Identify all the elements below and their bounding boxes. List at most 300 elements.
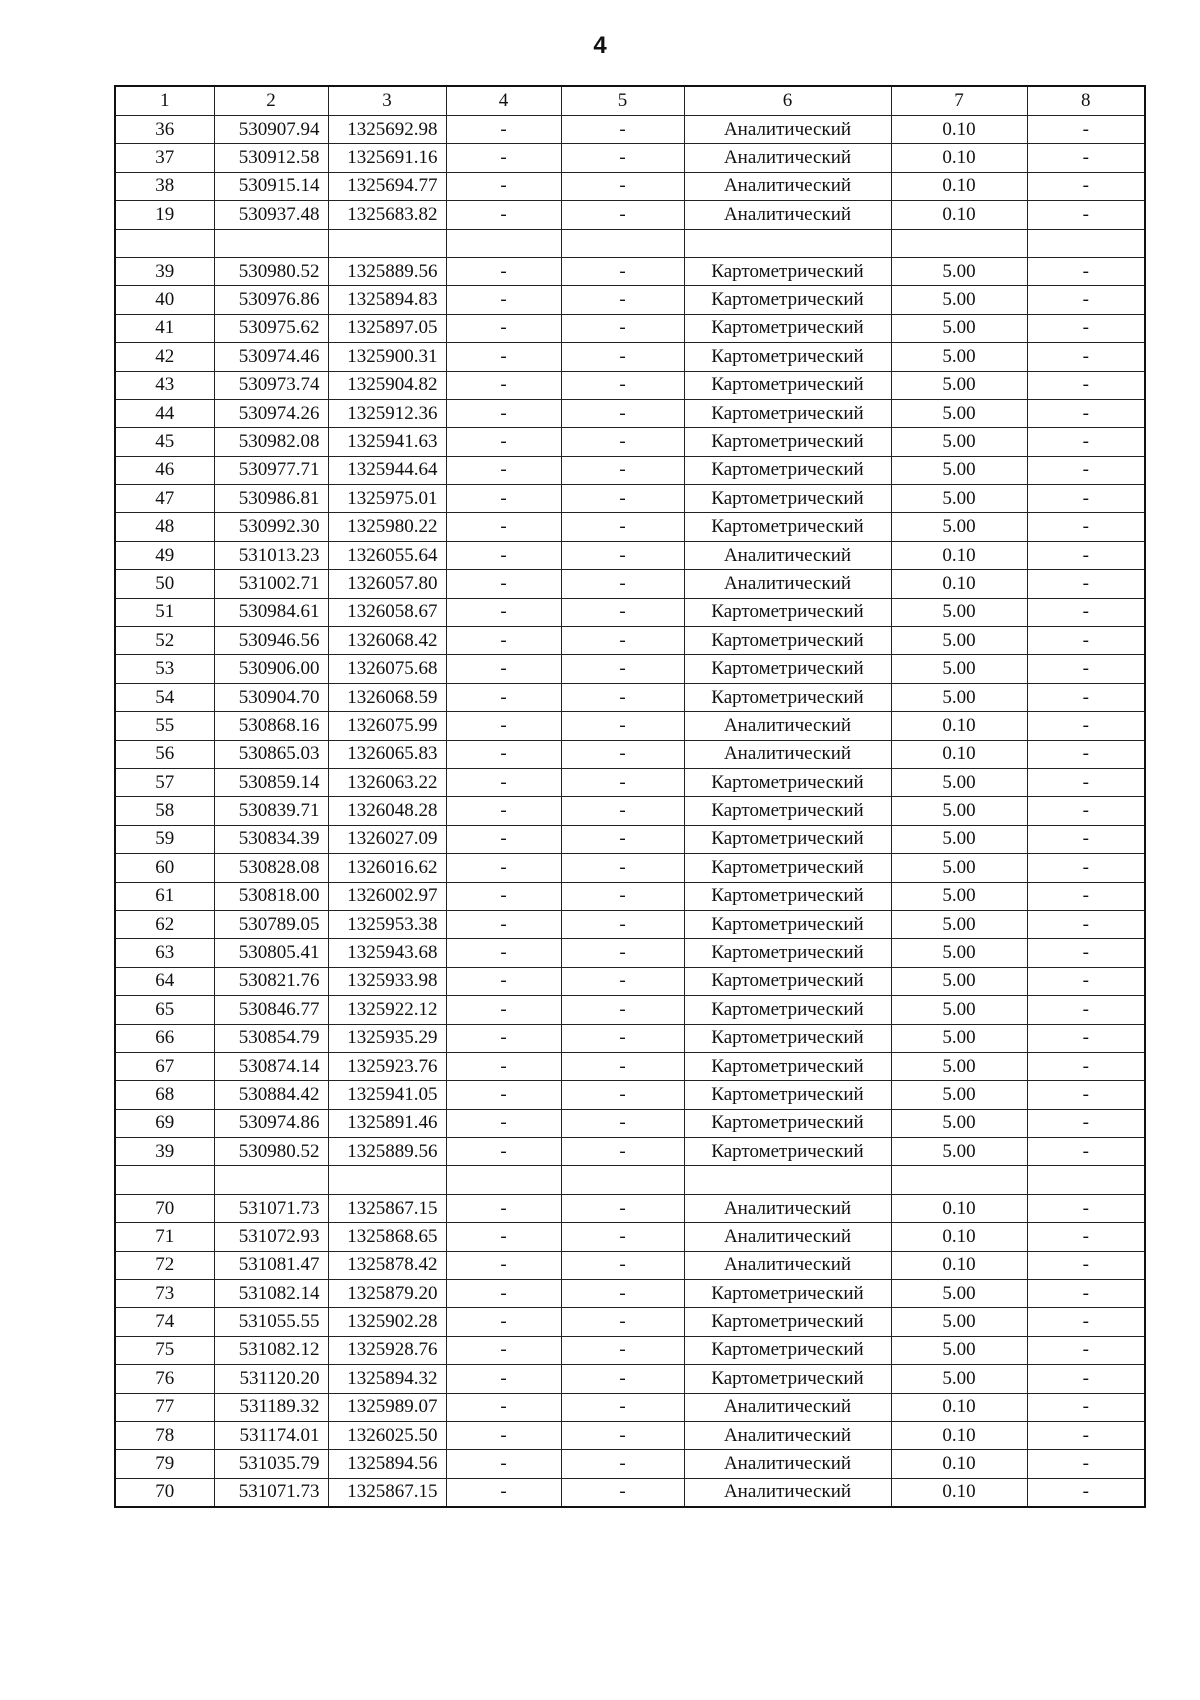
table-header-row xyxy=(115,86,1145,116)
table-cell: - xyxy=(561,854,684,882)
table-cell: - xyxy=(446,456,561,484)
table-cell: - xyxy=(1027,371,1145,399)
table-cell: Аналитический xyxy=(684,116,891,144)
table-row xyxy=(115,712,1145,740)
table-cell: 1326068.59 xyxy=(328,683,446,711)
table-cell: 531035.79 xyxy=(214,1450,328,1478)
table-row xyxy=(115,1138,1145,1166)
table-cell: 1325912.36 xyxy=(328,399,446,427)
table-cell: Картометрический xyxy=(684,428,891,456)
table-cell: - xyxy=(561,1478,684,1507)
table-row xyxy=(115,683,1145,711)
table-cell: 0.10 xyxy=(891,570,1027,598)
table-cell: 65 xyxy=(115,996,214,1024)
table-cell: - xyxy=(561,314,684,342)
table-cell: - xyxy=(446,1251,561,1279)
table-cell: - xyxy=(1027,683,1145,711)
table-cell: - xyxy=(1027,768,1145,796)
table-cell: - xyxy=(561,740,684,768)
table-cell: - xyxy=(446,683,561,711)
table-cell: - xyxy=(561,797,684,825)
table-cell: - xyxy=(446,116,561,144)
table-cell: 70 xyxy=(115,1194,214,1222)
table-cell: 47 xyxy=(115,485,214,513)
table-cell: 74 xyxy=(115,1308,214,1336)
table-cell: - xyxy=(446,598,561,626)
table-cell: - xyxy=(1027,314,1145,342)
table-cell: 1326048.28 xyxy=(328,797,446,825)
table-cell: - xyxy=(446,314,561,342)
table-cell: - xyxy=(561,541,684,569)
table-cell: 5.00 xyxy=(891,854,1027,882)
table-cell: Картометрический xyxy=(684,314,891,342)
table-cell: Аналитический xyxy=(684,1478,891,1507)
table-cell: - xyxy=(1027,257,1145,285)
table-row xyxy=(115,598,1145,626)
table-cell: 5.00 xyxy=(891,768,1027,796)
table-cell: Картометрический xyxy=(684,343,891,371)
table-cell: - xyxy=(561,428,684,456)
table-cell: - xyxy=(446,854,561,882)
table-cell: 45 xyxy=(115,428,214,456)
page-number: 4 xyxy=(593,32,607,59)
table-cell: 1325928.76 xyxy=(328,1336,446,1364)
table-cell: 1326016.62 xyxy=(328,854,446,882)
table-cell: 49 xyxy=(115,541,214,569)
table-cell xyxy=(115,1166,214,1194)
table-cell: 531071.73 xyxy=(214,1478,328,1507)
table-cell: Аналитический xyxy=(684,570,891,598)
table-cell: Аналитический xyxy=(684,541,891,569)
table-cell: 530974.26 xyxy=(214,399,328,427)
table-cell: - xyxy=(446,1024,561,1052)
table-cell: - xyxy=(1027,399,1145,427)
table-cell: Аналитический xyxy=(684,1194,891,1222)
table-cell: 0.10 xyxy=(891,1223,1027,1251)
table-cell: - xyxy=(446,1450,561,1478)
table-cell: - xyxy=(561,1251,684,1279)
table-cell: 5.00 xyxy=(891,939,1027,967)
table-cell: 530977.71 xyxy=(214,456,328,484)
table-cell: 530828.08 xyxy=(214,854,328,882)
table-cell: 5.00 xyxy=(891,456,1027,484)
table-cell: - xyxy=(446,201,561,229)
table-cell: 1325900.31 xyxy=(328,343,446,371)
table-cell: 530818.00 xyxy=(214,882,328,910)
table-cell: 1325935.29 xyxy=(328,1024,446,1052)
table-cell: 530821.76 xyxy=(214,967,328,995)
table-cell: - xyxy=(1027,1138,1145,1166)
table-cell: - xyxy=(1027,1365,1145,1393)
table-cell: Картометрический xyxy=(684,939,891,967)
table-cell: 1326027.09 xyxy=(328,825,446,853)
table-cell: Картометрический xyxy=(684,1024,891,1052)
table-cell: 5.00 xyxy=(891,627,1027,655)
table-cell xyxy=(214,1166,328,1194)
table-cell: - xyxy=(561,1194,684,1222)
table-cell: 1325891.46 xyxy=(328,1109,446,1137)
table-row xyxy=(115,1393,1145,1421)
table-row xyxy=(115,1251,1145,1279)
table-cell: 530984.61 xyxy=(214,598,328,626)
table-cell: - xyxy=(561,655,684,683)
table-cell xyxy=(328,1166,446,1194)
table-cell: 530976.86 xyxy=(214,286,328,314)
table-cell: 63 xyxy=(115,939,214,967)
table-cell: 41 xyxy=(115,314,214,342)
table-cell: 1325691.16 xyxy=(328,144,446,172)
table-cell: - xyxy=(1027,655,1145,683)
table-cell: Картометрический xyxy=(684,598,891,626)
table-cell xyxy=(891,229,1027,257)
table-cell: 531072.93 xyxy=(214,1223,328,1251)
table-cell: - xyxy=(446,1223,561,1251)
table-cell: 0.10 xyxy=(891,1450,1027,1478)
table-cell: Картометрический xyxy=(684,854,891,882)
table-cell: 530982.08 xyxy=(214,428,328,456)
table-cell: - xyxy=(446,740,561,768)
table-cell: 77 xyxy=(115,1393,214,1421)
table-row xyxy=(115,257,1145,285)
table-cell: - xyxy=(446,655,561,683)
table-row xyxy=(115,371,1145,399)
table-cell: 1325941.63 xyxy=(328,428,446,456)
table-row xyxy=(115,1223,1145,1251)
table-cell: - xyxy=(561,1336,684,1364)
table-cell: - xyxy=(1027,1393,1145,1421)
table-cell: 5.00 xyxy=(891,1052,1027,1080)
table-cell: - xyxy=(561,1393,684,1421)
table-row xyxy=(115,144,1145,172)
table-cell: - xyxy=(446,570,561,598)
table-cell: 530912.58 xyxy=(214,144,328,172)
table-cell: - xyxy=(446,513,561,541)
table-cell: 5.00 xyxy=(891,1138,1027,1166)
table-body xyxy=(115,86,1145,1507)
column-header: 4 xyxy=(446,86,561,116)
table-cell: Аналитический xyxy=(684,201,891,229)
table-row xyxy=(115,1109,1145,1137)
table-cell: 79 xyxy=(115,1450,214,1478)
table-row xyxy=(115,570,1145,598)
table-cell: 531120.20 xyxy=(214,1365,328,1393)
table-cell: 1326063.22 xyxy=(328,768,446,796)
table-cell: Аналитический xyxy=(684,144,891,172)
table-cell: 5.00 xyxy=(891,513,1027,541)
table-cell xyxy=(891,1166,1027,1194)
table-cell: 530805.41 xyxy=(214,939,328,967)
table-cell: Картометрический xyxy=(684,456,891,484)
table-cell: 530834.39 xyxy=(214,825,328,853)
table-cell: - xyxy=(561,598,684,626)
table-cell: 530973.74 xyxy=(214,371,328,399)
table-cell: 5.00 xyxy=(891,1280,1027,1308)
table-cell: - xyxy=(446,1052,561,1080)
table-cell: - xyxy=(561,513,684,541)
table-cell: - xyxy=(1027,286,1145,314)
table-cell: - xyxy=(561,882,684,910)
table-cell: 530839.71 xyxy=(214,797,328,825)
table-cell: - xyxy=(561,825,684,853)
table-cell: - xyxy=(561,116,684,144)
table-cell xyxy=(446,229,561,257)
table-cell: 5.00 xyxy=(891,343,1027,371)
table-cell: Аналитический xyxy=(684,1421,891,1449)
column-header: 1 xyxy=(115,86,214,116)
table-cell: 5.00 xyxy=(891,1336,1027,1364)
table-cell: - xyxy=(561,144,684,172)
table-cell: 1325868.65 xyxy=(328,1223,446,1251)
table-cell: 530865.03 xyxy=(214,740,328,768)
table-row xyxy=(115,116,1145,144)
table-cell: - xyxy=(446,797,561,825)
table-cell: 1325867.15 xyxy=(328,1478,446,1507)
table-row xyxy=(115,513,1145,541)
column-header: 6 xyxy=(684,86,891,116)
table-cell: - xyxy=(561,1450,684,1478)
table-cell: Картометрический xyxy=(684,967,891,995)
table-cell: 1325975.01 xyxy=(328,485,446,513)
table-cell: 66 xyxy=(115,1024,214,1052)
table-cell: - xyxy=(446,1336,561,1364)
table-cell: 1326065.83 xyxy=(328,740,446,768)
table-cell: 46 xyxy=(115,456,214,484)
table-cell: 39 xyxy=(115,1138,214,1166)
table-cell: 76 xyxy=(115,1365,214,1393)
table-row xyxy=(115,172,1145,200)
table-cell: - xyxy=(1027,939,1145,967)
table-cell: - xyxy=(1027,1450,1145,1478)
table-cell: - xyxy=(1027,1308,1145,1336)
table-row xyxy=(115,655,1145,683)
table-cell: 530874.14 xyxy=(214,1052,328,1080)
table-row xyxy=(115,485,1145,513)
table-cell: 530884.42 xyxy=(214,1081,328,1109)
table-cell: Аналитический xyxy=(684,1223,891,1251)
table-cell: 1325889.56 xyxy=(328,1138,446,1166)
table-cell: 0.10 xyxy=(891,1421,1027,1449)
table-cell: 1325980.22 xyxy=(328,513,446,541)
table-cell: - xyxy=(561,627,684,655)
table-cell: - xyxy=(446,1365,561,1393)
table-cell: 50 xyxy=(115,570,214,598)
table-cell: Картометрический xyxy=(684,1081,891,1109)
table-cell: - xyxy=(561,257,684,285)
table-row xyxy=(115,428,1145,456)
table-cell: 1325867.15 xyxy=(328,1194,446,1222)
table-cell: 5.00 xyxy=(891,882,1027,910)
table-cell: - xyxy=(1027,1223,1145,1251)
table-cell: - xyxy=(1027,456,1145,484)
table-cell: - xyxy=(561,456,684,484)
table-cell: Картометрический xyxy=(684,257,891,285)
table-cell: - xyxy=(561,201,684,229)
table-cell: - xyxy=(1027,201,1145,229)
table-row xyxy=(115,825,1145,853)
table-cell: 5.00 xyxy=(891,655,1027,683)
table-cell: 73 xyxy=(115,1280,214,1308)
table-cell: - xyxy=(1027,172,1145,200)
table-cell: 531081.47 xyxy=(214,1251,328,1279)
table-cell: 530915.14 xyxy=(214,172,328,200)
table-cell: - xyxy=(561,1024,684,1052)
table-cell: 43 xyxy=(115,371,214,399)
table-cell: 1325943.68 xyxy=(328,939,446,967)
table-row xyxy=(115,797,1145,825)
table-cell xyxy=(115,229,214,257)
table-cell: 5.00 xyxy=(891,1365,1027,1393)
table-cell: 530974.46 xyxy=(214,343,328,371)
table-cell: - xyxy=(446,1393,561,1421)
table-cell: 5.00 xyxy=(891,967,1027,995)
table-cell: - xyxy=(446,939,561,967)
table-row xyxy=(115,882,1145,910)
column-header: 2 xyxy=(214,86,328,116)
table-row xyxy=(115,768,1145,796)
table-cell: - xyxy=(1027,343,1145,371)
table-cell: - xyxy=(1027,797,1145,825)
table-cell: 0.10 xyxy=(891,116,1027,144)
table-cell: Картометрический xyxy=(684,286,891,314)
table-cell: 39 xyxy=(115,257,214,285)
table-cell: 531055.55 xyxy=(214,1308,328,1336)
table-cell: 5.00 xyxy=(891,1081,1027,1109)
table-cell: 530868.16 xyxy=(214,712,328,740)
table-cell: 531002.71 xyxy=(214,570,328,598)
table-cell: - xyxy=(1027,1052,1145,1080)
table-cell xyxy=(561,229,684,257)
table-cell: Картометрический xyxy=(684,1365,891,1393)
table-cell: 5.00 xyxy=(891,1024,1027,1052)
table-cell: 531013.23 xyxy=(214,541,328,569)
table-cell: 1326075.68 xyxy=(328,655,446,683)
table-row xyxy=(115,286,1145,314)
table-cell: 531082.14 xyxy=(214,1280,328,1308)
table-cell: 0.10 xyxy=(891,541,1027,569)
table-row xyxy=(115,1194,1145,1222)
table-row xyxy=(115,456,1145,484)
table-cell: 530992.30 xyxy=(214,513,328,541)
table-cell: 5.00 xyxy=(891,996,1027,1024)
table-cell: 48 xyxy=(115,513,214,541)
table-cell xyxy=(684,1166,891,1194)
table-cell: 5.00 xyxy=(891,1308,1027,1336)
table-cell: 0.10 xyxy=(891,201,1027,229)
table-cell: 0.10 xyxy=(891,712,1027,740)
table-cell: 531082.12 xyxy=(214,1336,328,1364)
table-cell: - xyxy=(446,1280,561,1308)
table-cell: - xyxy=(1027,627,1145,655)
table-row xyxy=(115,1421,1145,1449)
table-cell: - xyxy=(1027,428,1145,456)
table-cell: - xyxy=(1027,1336,1145,1364)
table-cell: 1325879.20 xyxy=(328,1280,446,1308)
table-row xyxy=(115,343,1145,371)
table-cell: 530859.14 xyxy=(214,768,328,796)
table-cell: - xyxy=(446,712,561,740)
table-cell: 530904.70 xyxy=(214,683,328,711)
table-cell: 1325894.32 xyxy=(328,1365,446,1393)
table-cell: - xyxy=(561,1308,684,1336)
table-cell: 53 xyxy=(115,655,214,683)
table-cell: - xyxy=(561,485,684,513)
table-cell: 52 xyxy=(115,627,214,655)
table-cell: - xyxy=(446,1109,561,1137)
table-cell: - xyxy=(446,1421,561,1449)
table-cell: - xyxy=(1027,144,1145,172)
table-row xyxy=(115,1081,1145,1109)
table-cell: - xyxy=(561,768,684,796)
table-cell: 5.00 xyxy=(891,257,1027,285)
separator-row xyxy=(115,1166,1145,1194)
table-cell: - xyxy=(1027,1109,1145,1137)
table-cell: Картометрический xyxy=(684,910,891,938)
table-cell: - xyxy=(561,910,684,938)
table-cell: Аналитический xyxy=(684,712,891,740)
table-cell: - xyxy=(1027,541,1145,569)
table-cell: Картометрический xyxy=(684,371,891,399)
table-cell: Аналитический xyxy=(684,1393,891,1421)
table-cell: 57 xyxy=(115,768,214,796)
table-cell: 1325941.05 xyxy=(328,1081,446,1109)
table-cell: Картометрический xyxy=(684,797,891,825)
column-header: 7 xyxy=(891,86,1027,116)
table-cell: 59 xyxy=(115,825,214,853)
coordinates-table xyxy=(114,85,1146,1508)
table-cell: 51 xyxy=(115,598,214,626)
table-cell: 530854.79 xyxy=(214,1024,328,1052)
table-row xyxy=(115,967,1145,995)
table-cell: Аналитический xyxy=(684,740,891,768)
table-cell xyxy=(684,229,891,257)
table-cell: - xyxy=(561,1138,684,1166)
table-cell: 0.10 xyxy=(891,1251,1027,1279)
table-cell: - xyxy=(1027,712,1145,740)
table-cell: - xyxy=(446,541,561,569)
table-cell: 1325904.82 xyxy=(328,371,446,399)
table-cell: 75 xyxy=(115,1336,214,1364)
table-cell: 5.00 xyxy=(891,683,1027,711)
table-row xyxy=(115,1365,1145,1393)
table-cell: 5.00 xyxy=(891,910,1027,938)
table-cell: 69 xyxy=(115,1109,214,1137)
table-cell: 530986.81 xyxy=(214,485,328,513)
table-cell: 1325894.83 xyxy=(328,286,446,314)
table-cell: 0.10 xyxy=(891,1393,1027,1421)
table-cell: - xyxy=(446,144,561,172)
table-cell: Картометрический xyxy=(684,1109,891,1137)
table-cell: 1325878.42 xyxy=(328,1251,446,1279)
table-cell: Картометрический xyxy=(684,1308,891,1336)
table-cell: 1326055.64 xyxy=(328,541,446,569)
table-cell: 5.00 xyxy=(891,399,1027,427)
table-cell: - xyxy=(1027,825,1145,853)
table-cell: - xyxy=(446,485,561,513)
table-cell: 1325889.56 xyxy=(328,257,446,285)
table-cell: - xyxy=(446,996,561,1024)
table-cell: 61 xyxy=(115,882,214,910)
table-cell: 68 xyxy=(115,1081,214,1109)
table-cell: Картометрический xyxy=(684,399,891,427)
table-cell: Картометрический xyxy=(684,683,891,711)
table-cell: - xyxy=(1027,598,1145,626)
table-cell: 1325902.28 xyxy=(328,1308,446,1336)
table-cell: - xyxy=(561,683,684,711)
table-cell: 0.10 xyxy=(891,144,1027,172)
table-cell: 37 xyxy=(115,144,214,172)
table-cell: - xyxy=(446,399,561,427)
table-cell: - xyxy=(1027,1421,1145,1449)
